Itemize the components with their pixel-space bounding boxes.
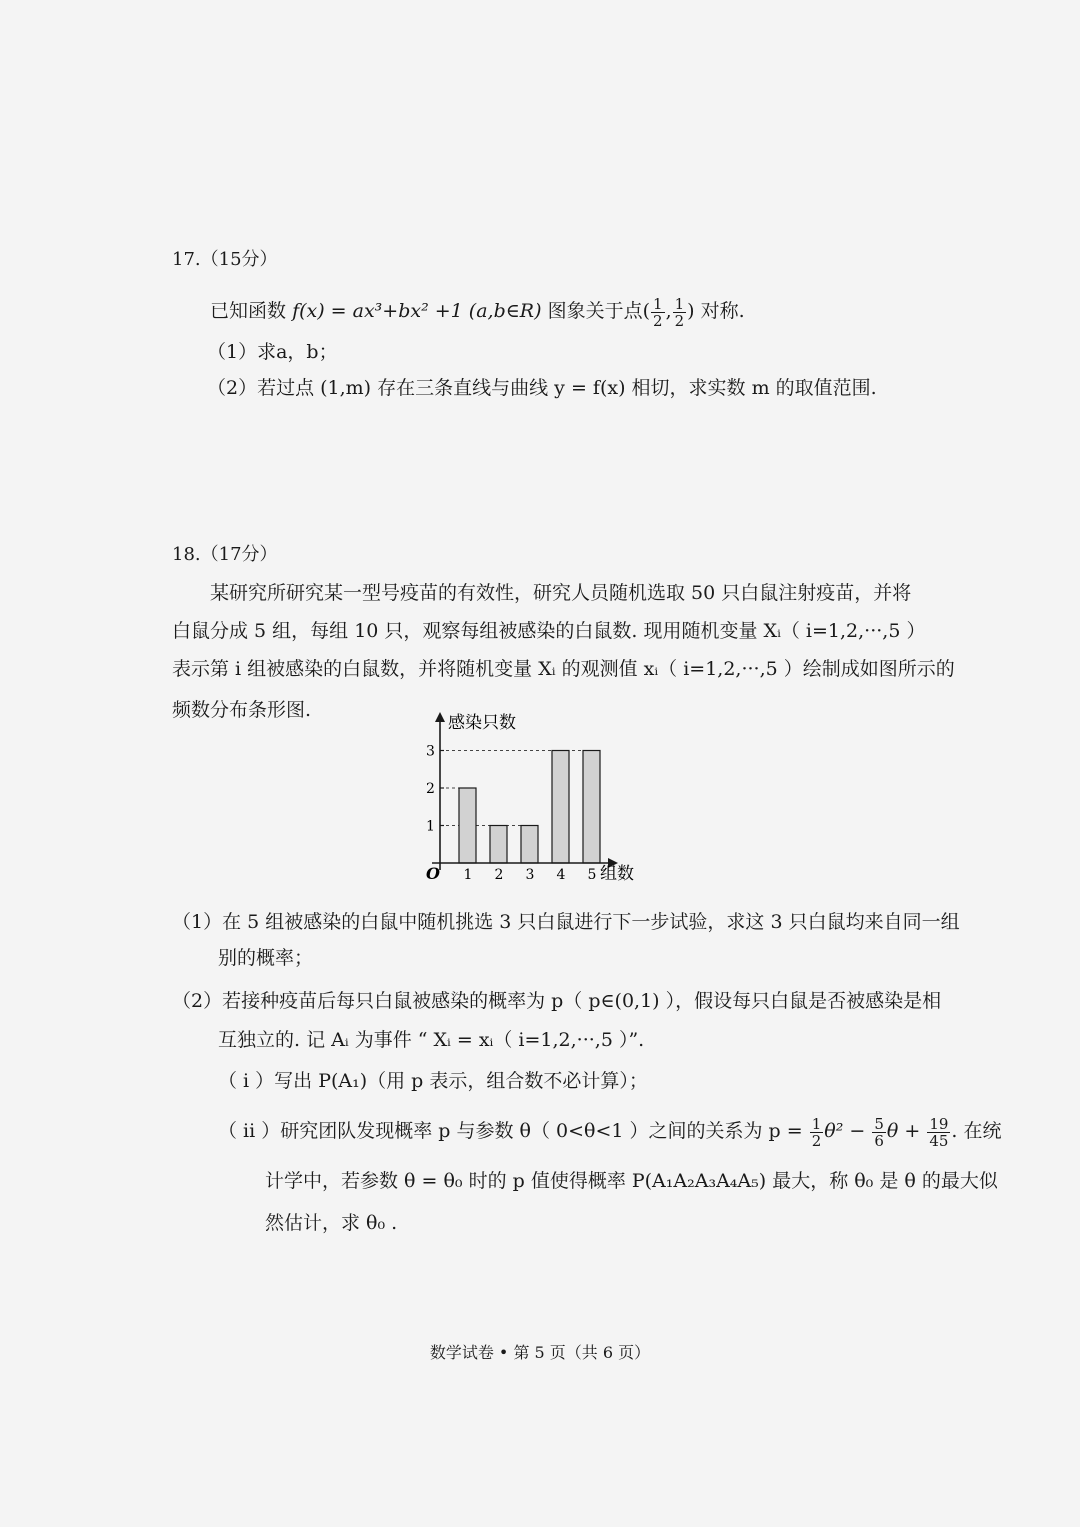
x-tick-label: 3 [525, 867, 535, 883]
q17-part1: （1）求a，b； [207, 341, 338, 363]
q18-term1: θ² − [824, 1120, 866, 1142]
q18-part2-line1: （2）若接种疫苗后每只白鼠被感染的概率为 p（ p∈(0,1) ），假设每只白鼠是否被感染是相 [172, 990, 942, 1012]
q18-part2-ii-line1 [218, 1114, 1002, 1149]
q18-part2-ii-pre: （ ii ）研究团队发现概率 p 与参数 θ（ 0<θ<1 ）之间的关系为 p = [218, 1120, 803, 1142]
q18-part2-ii-line3: 然估计，求 θ₀ . [265, 1212, 398, 1234]
q17-stem-mid: 图象关于点 [547, 300, 643, 322]
q17-stem [210, 295, 745, 329]
q17-point-close: ) [687, 300, 695, 322]
q18-frac-half-den: 2 [811, 1131, 822, 1150]
y-axis-arrow-icon [435, 712, 445, 722]
x-axis-label: 组数 [600, 864, 634, 884]
page-footer: 数学试卷 • 第 5 页（共 6 页） [429, 1343, 651, 1362]
q18-part1-line2: 别的概率； [218, 947, 314, 969]
q17-point-open: ( [642, 300, 651, 322]
q18-part2-line2: 互独立的. 记 Aᵢ 为事件 “ Xᵢ = xᵢ（ i=1,2,···,5 ）”. [218, 1029, 645, 1051]
q18-frac-nineteen-45-den: 45 [929, 1131, 949, 1150]
q17-frac1-num: 1 [653, 294, 663, 313]
y-tick-label: 2 [426, 781, 435, 797]
x-tick-label: 1 [463, 867, 473, 883]
q18-stem-line4: 频数分布条形图. [172, 699, 312, 721]
q18-frac-five-sixths [872, 1116, 886, 1149]
q18-frac-half-num: 1 [811, 1114, 822, 1133]
bar-group-5 [583, 751, 600, 864]
bar-group-1 [459, 788, 476, 863]
bar-group-3 [521, 826, 538, 864]
bar-group-2 [490, 826, 507, 864]
q18-stem-line2: 白鼠分成 5 组，每组 10 只，观察每组被感染的白鼠数. 现用随机变量 Xᵢ（ i=1,2,···,5 ） [172, 620, 926, 642]
q18-frac-five-sixths-den: 6 [874, 1131, 884, 1150]
origin-label: O [426, 864, 440, 883]
x-tick-label: 2 [494, 867, 504, 883]
q18-part2-i: （ i ）写出 P(A₁)（用 p 表示，组合数不必计算）； [218, 1070, 648, 1092]
q17-frac2-num: 1 [674, 294, 685, 313]
y-tick-label: 3 [426, 743, 435, 760]
q18-frac-nineteen-45 [927, 1116, 950, 1149]
chart-xticks [464, 867, 597, 883]
bar-group-4 [552, 751, 569, 864]
q18-frac-five-sixths-num: 5 [874, 1114, 884, 1133]
chart-bars [459, 751, 600, 864]
q18-frac-nineteen-45-num: 19 [929, 1114, 949, 1133]
y-axis-label: 感染只数 [448, 713, 516, 733]
q17-frac2 [673, 296, 687, 329]
x-tick-label: 5 [587, 867, 597, 883]
q18-frac-half [810, 1116, 824, 1149]
q18-part1-line1: （1）在 5 组被感染的白鼠中随机挑选 3 只白鼠进行下一步试验，求这 3 只白鼠均来自同一组 [172, 911, 960, 933]
q17-stem-post: 对称. [700, 300, 745, 322]
q17-frac1 [651, 296, 665, 329]
frequency-bar-chart [408, 708, 668, 888]
q17-part2: （2）若过点 (1,m) 存在三条直线与曲线 y = f(x) 相切，求实数 m 的取值范围. [207, 377, 877, 399]
q17-point-comma: , [665, 300, 672, 322]
q17-frac1-den: 2 [653, 311, 663, 330]
q17-header: 17.（15分） [172, 249, 278, 270]
q17-stem-func: f(x) = ax³+bx² +1 (a,b∈R) [292, 300, 542, 322]
q18-term2: θ + [886, 1120, 921, 1142]
q18-part2-ii-post: . 在统 [951, 1120, 1002, 1142]
x-tick-label: 4 [556, 867, 566, 883]
q18-header: 18.（17分） [172, 544, 278, 565]
q18-stem-line3: 表示第 i 组被感染的白鼠数，并将随机变量 Xᵢ 的观测值 xᵢ（ i=1,2,···,5 ）绘制成如图所示的 [172, 658, 955, 680]
q17-stem-pre: 已知函数 [210, 300, 287, 322]
chart-yticks [426, 744, 444, 835]
y-tick-label: 1 [426, 818, 435, 835]
q18-stem-line1: 某研究所研究某一型号疫苗的有效性，研究人员随机选取 50 只白鼠注射疫苗，并将 [210, 582, 912, 604]
q18-part2-ii-line2: 计学中，若参数 θ = θ₀ 时的 p 值使得概率 P(A₁A₂A₃A₄A₅) 最大，称 θ₀ 是 θ 的最大似 [265, 1170, 998, 1192]
q17-frac2-den: 2 [674, 311, 685, 330]
